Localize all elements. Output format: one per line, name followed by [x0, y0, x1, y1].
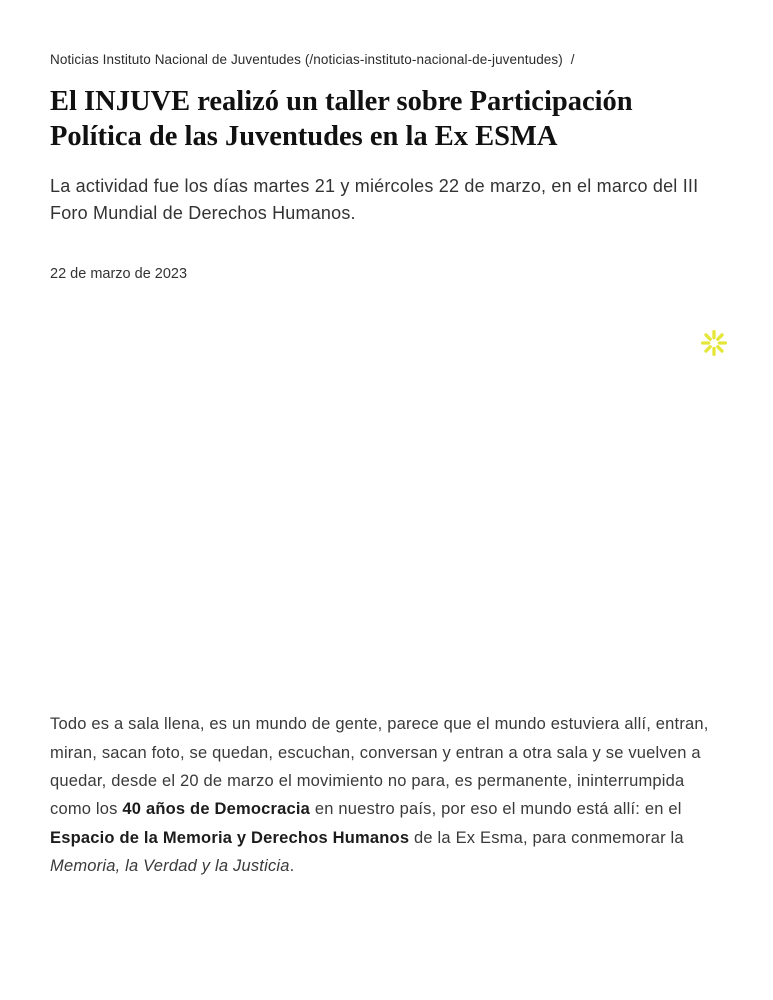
article-body-segment: .	[289, 857, 295, 876]
page-title: El INJUVE realizó un taller sobre Participación Política de las Juventudes en la Ex ESMA	[50, 86, 633, 152]
article-body	[50, 710, 722, 880]
article-body-segment: Todo es a sala llena, es un mundo de gente, parece que el mundo estuviera allí, entran, miran, sacan foto, se quedan, escuchan, conversan y entran a otra sala y se vuelven a quedar, desde el 20 de marzo el movimiento no para, es permanente, ininterrumpida como los	[50, 715, 709, 819]
breadcrumb	[50, 52, 723, 67]
breadcrumb-separator: /	[570, 52, 575, 67]
article-body-segment: 40 años de Democracia	[122, 800, 311, 819]
article-body-segment: Memoria, la Verdad y la Justicia	[50, 857, 290, 876]
article-lede: La actividad fue los días martes 21 y miércoles 22 de marzo, en el marco del III Foro Mundial de Derechos Humanos.	[50, 175, 699, 224]
image-loading-area	[50, 304, 723, 690]
article-date: 22 de marzo de 2023	[50, 266, 188, 283]
breadcrumb-link[interactable]: Noticias Instituto Nacional de Juventudes (/noticias-instituto-nacional-de-juventudes)	[50, 52, 563, 67]
loading-spinner-icon	[701, 330, 727, 356]
article-body-segment: en nuestro país, por eso el mundo está allí: en el	[310, 800, 682, 819]
article-body-segment: de la Ex Esma, para conmemorar la	[409, 828, 684, 847]
article-body-segment: Espacio de la Memoria y Derechos Humanos	[50, 828, 410, 847]
